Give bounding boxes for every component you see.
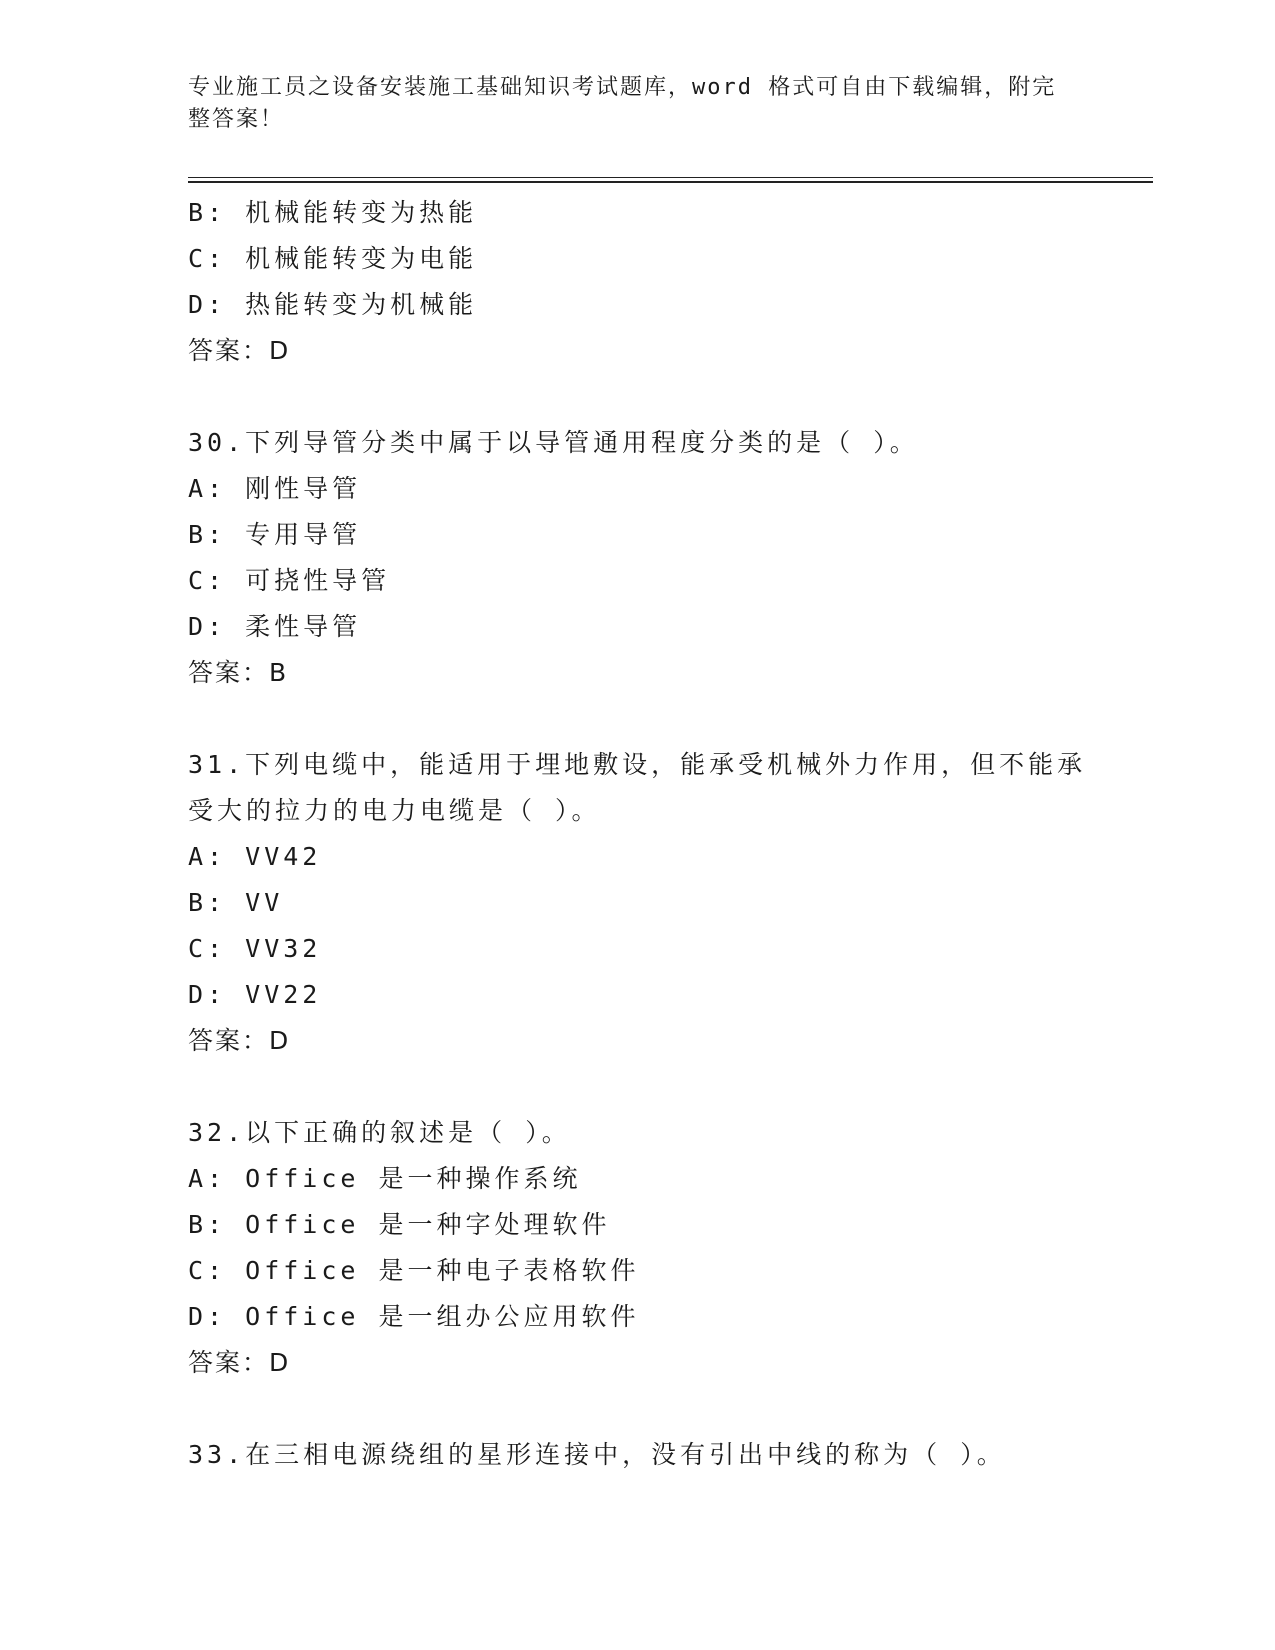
option-line: D: Office 是一组办公应用软件 [188,1302,640,1331]
question-text: 32.以下正确的叙述是（ ）。 [188,1118,571,1147]
option-line: C: 可挠性导管 [188,566,391,595]
answer-line: 答案：D [188,1348,291,1377]
paragraph-gap [188,1386,1128,1432]
option-line: A: VV42 [188,842,322,871]
option-line: B: 专用导管 [188,520,362,549]
option-line: A: 刚性导管 [188,474,362,503]
question-list [188,190,1128,1478]
paragraph-gap [188,696,1128,742]
paragraph-gap [188,1064,1128,1110]
header-rule-thick [188,181,1153,183]
option-line: D: 热能转变为机械能 [188,290,478,319]
paragraph-gap [188,374,1128,420]
question-text: 31.下列电缆中，能适用于埋地敷设，能承受机械外力作用，但不能承 [188,750,1087,779]
question-text: 33.在三相电源绕组的星形连接中，没有引出中线的称为（ ）。 [188,1440,1006,1469]
question-text: 30.下列导管分类中属于以导管通用程度分类的是（ ）。 [188,428,919,457]
answer-line: 答案：B [188,658,289,687]
document-header: 专业施工员之设备安装施工基础知识考试题库，word 格式可自由下载编辑，附完整答案！ [188,75,1057,132]
header-rule-thin [188,177,1153,178]
option-line: D: 柔性导管 [188,612,362,641]
option-line: C: VV32 [188,934,322,963]
answer-line: 答案：D [188,1026,291,1055]
option-line: B: VV [188,888,284,917]
option-line: B: 机械能转变为热能 [188,198,478,227]
option-line: B: Office 是一种字处理软件 [188,1210,611,1239]
option-line: A: Office 是一种操作系统 [188,1164,582,1193]
question-text: 受大的拉力的电力电缆是（ ）。 [188,796,601,825]
option-line: C: 机械能转变为电能 [188,244,478,273]
option-line: D: VV22 [188,980,322,1009]
answer-line: 答案：D [188,336,291,365]
option-line: C: Office 是一种电子表格软件 [188,1256,640,1285]
